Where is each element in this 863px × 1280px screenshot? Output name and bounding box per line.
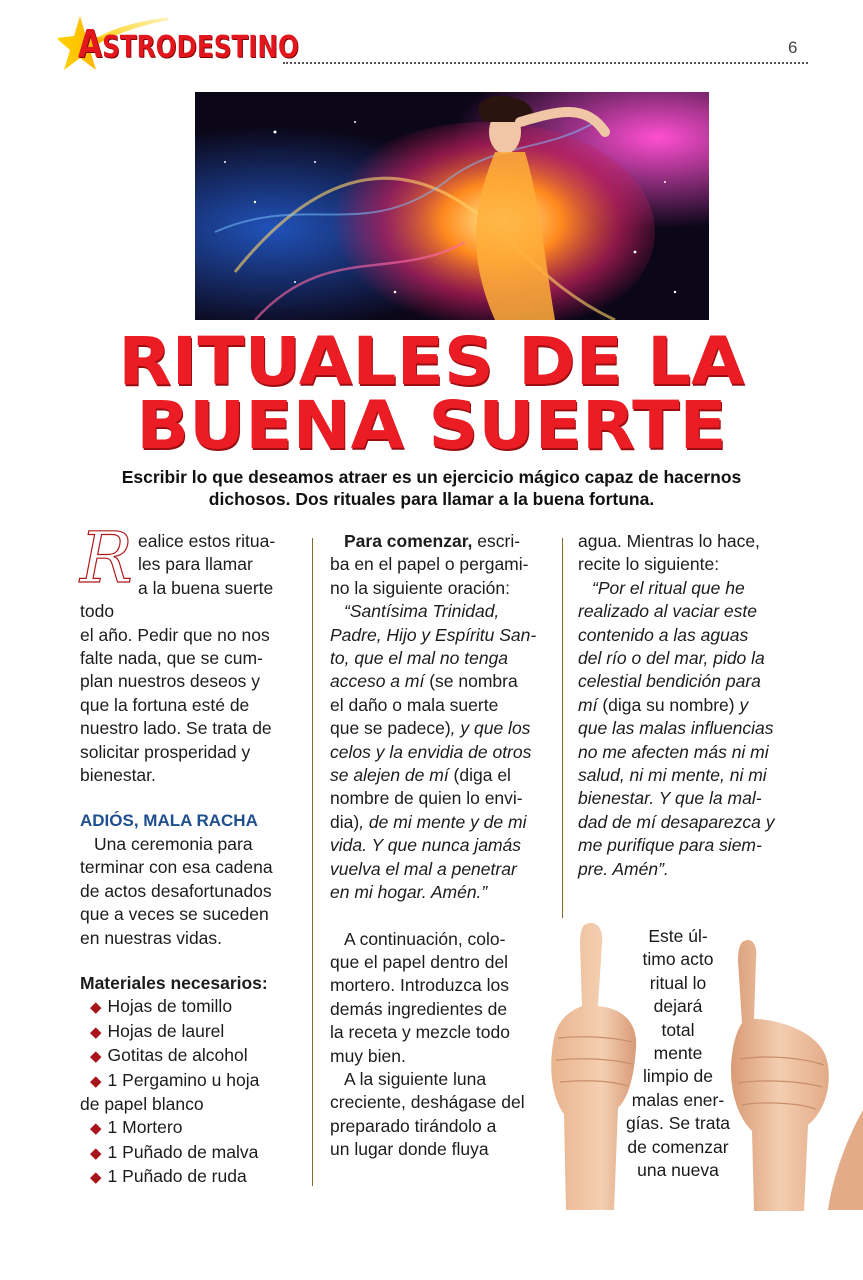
- text-line: recite lo siguiente:: [578, 554, 720, 575]
- text-line: [578, 858, 810, 881]
- text-line: [330, 600, 552, 623]
- diamond-bullet-icon: ◆: [90, 1023, 102, 1041]
- paragraph-3: [330, 1068, 552, 1162]
- text-line: [330, 624, 552, 647]
- text-span: bienestar. Y que la mal-: [578, 788, 762, 809]
- list-item-label: 1 Puñado de ruda: [107, 1166, 247, 1187]
- text-line: nuestro lado. Se trata de: [80, 718, 272, 739]
- list-item-label: Hojas de tomillo: [107, 996, 233, 1017]
- text-line: limpio de: [642, 1066, 714, 1087]
- text-line: gías. Se trata: [625, 1113, 731, 1134]
- text-line: A la siguiente luna: [344, 1068, 487, 1089]
- thumbs-up-hand-image: [828, 1110, 863, 1210]
- column-divider: [312, 538, 313, 1186]
- text-span: en mi hogar. Amén.”: [330, 882, 488, 903]
- text-span: (diga el: [448, 765, 511, 786]
- text-span: celos y la envidia de otros: [330, 741, 532, 762]
- text-line: [330, 787, 552, 810]
- text-line: bienestar.: [80, 765, 156, 786]
- text-line: [578, 624, 810, 647]
- text-span: vida. Y que nunca jamás: [330, 835, 522, 856]
- column-1: [80, 517, 290, 1190]
- text-line: que el papel dentro del: [330, 951, 509, 972]
- text-span: que las malas influencias: [578, 718, 774, 739]
- lead-in-bold: Para comenzar,: [344, 531, 473, 551]
- list-item: [80, 1116, 290, 1140]
- text-line: ritual lo: [649, 972, 707, 993]
- hero-image: [195, 92, 709, 320]
- text-span: pre. Amén”.: [578, 858, 669, 879]
- column-divider: [562, 538, 563, 918]
- text-line: ealice estos ritua-: [138, 531, 276, 551]
- text-span: contenido a las aguas: [578, 624, 749, 645]
- text-span: “Santísima Trinidad,: [344, 601, 500, 622]
- text-line: dejará: [653, 996, 703, 1017]
- text-span: “Por el ritual que he: [592, 577, 745, 598]
- text-line: terminar con esa cadena: [80, 857, 273, 878]
- list-item: [80, 995, 290, 1019]
- section-paragraph: [80, 833, 290, 950]
- text-span: que se padece): [330, 718, 451, 739]
- diamond-bullet-icon: ◆: [90, 1169, 102, 1187]
- page-number: 6: [788, 38, 798, 57]
- text-line: [578, 577, 810, 600]
- text-span: , y que los: [450, 718, 531, 739]
- wrap-text-paragraph: [606, 925, 750, 1182]
- column-2: [330, 530, 552, 1162]
- text-line: ba en el papel o pergami-: [330, 554, 529, 575]
- text-line: mortero. Introduzca los: [330, 975, 509, 996]
- text-line: agua. Mientras lo hace,: [578, 531, 760, 551]
- text-line: [330, 858, 552, 881]
- text-line: [578, 600, 810, 623]
- subtitle-line-1: Escribir lo que deseamos atraer es un ejercicio mágico capaz de hacernos: [121, 467, 742, 487]
- header-dotted-rule: [283, 62, 808, 64]
- magazine-logo[interactable]: [78, 22, 299, 66]
- text-line: [330, 881, 552, 904]
- subtitle-line-2: dichosos. Dos rituales para llamar a la buena fortuna.: [208, 489, 655, 509]
- text-span: , de mi mente y de mi: [359, 811, 527, 832]
- text-span: (se nombra: [424, 671, 518, 692]
- text-span: salud, ni mi mente, ni mi: [578, 765, 767, 786]
- text-line: [578, 764, 810, 787]
- prayer-text: [578, 577, 810, 881]
- text-span: celestial bendición para: [578, 671, 761, 692]
- text-line: de actos desafortunados: [80, 880, 272, 901]
- text-span: (diga su nombre): [597, 694, 735, 715]
- diamond-bullet-icon: ◆: [90, 1144, 102, 1162]
- text-span: acceso a mí: [330, 671, 425, 692]
- text-line: [578, 717, 810, 740]
- text-line: de comenzar: [627, 1136, 729, 1157]
- list-item: [80, 1141, 290, 1165]
- text-line: [330, 647, 552, 670]
- list-item-label: Hojas de laurel: [107, 1020, 225, 1041]
- text-span: dad de mí desaparezca y: [578, 811, 775, 832]
- text-line: mente: [653, 1043, 703, 1064]
- text-line: creciente, deshágase del: [330, 1092, 525, 1113]
- text-line: [578, 811, 810, 834]
- materials-list: [80, 995, 290, 1189]
- column-3: [578, 530, 810, 881]
- text-line: no la siguiente oración:: [330, 577, 510, 598]
- title-line-1: RITUALES DE LA: [118, 323, 745, 400]
- text-span: Padre, Hijo y Espíritu San-: [330, 624, 537, 645]
- text-span: no me afecten más ni mi: [578, 741, 769, 762]
- text-line: plan nuestros deseos y: [80, 671, 260, 692]
- text-span: y: [734, 694, 749, 715]
- text-line: muy bien.: [330, 1045, 406, 1066]
- text-line: [330, 694, 552, 717]
- text-span: me purifique para siem-: [578, 835, 762, 856]
- text-line: falte nada, que se cum-: [80, 648, 263, 669]
- text-span: dia): [330, 811, 360, 832]
- materials-heading: Materiales necesarios:: [80, 972, 268, 993]
- text-line: Este úl-: [648, 926, 708, 946]
- text-line: [330, 530, 552, 553]
- diamond-bullet-icon: ◆: [90, 1072, 102, 1090]
- list-item-label: Gotitas de alcohol: [107, 1045, 248, 1066]
- text-span: mí: [578, 694, 598, 715]
- list-item: [80, 1044, 290, 1068]
- text-line: les para llamar: [138, 554, 253, 575]
- text-line: solicitar prosperidad y: [80, 741, 251, 762]
- section-heading: ADIÓS, MALA RACHA: [80, 811, 258, 831]
- text-span: to, que el mal no tenga: [330, 648, 509, 669]
- diamond-bullet-icon: ◆: [90, 1120, 102, 1138]
- text-span: nombre de quien lo envi-: [330, 788, 523, 809]
- text-line: que la fortuna esté de: [80, 694, 250, 715]
- list-item-label: 1 Mortero: [107, 1117, 183, 1138]
- text-line: a la buena suerte todo: [80, 577, 274, 622]
- text-span: del río o del mar, pido la: [578, 648, 765, 669]
- text-line: [578, 834, 810, 857]
- logo-initial: A: [78, 22, 103, 66]
- text-line: timo acto: [642, 949, 714, 970]
- text-line: [330, 741, 552, 764]
- prayer-text: [330, 600, 552, 904]
- list-item-label: 1 Pergamino u hoja: [107, 1069, 260, 1090]
- text-line: Una ceremonia para: [94, 833, 253, 854]
- paragraph-2: [330, 928, 552, 1068]
- text-line: [578, 694, 810, 717]
- title-line-2: BUENA SUERTE: [136, 387, 727, 464]
- text-line: [578, 787, 810, 810]
- text-span: vuelva el mal a penetrar: [330, 858, 517, 879]
- text-line: [330, 717, 552, 740]
- list-item-label: 1 Puñado de malva: [107, 1141, 259, 1162]
- text-line: total: [661, 1019, 695, 1040]
- diamond-bullet-icon: ◆: [90, 1048, 102, 1066]
- text-line: un lugar donde fluya: [330, 1139, 489, 1160]
- text-span: se alejen de mí: [330, 765, 449, 786]
- text-line: [330, 834, 552, 857]
- text-line: [330, 670, 552, 693]
- text-line: que a veces se suceden: [80, 904, 269, 925]
- article-subtitle: [40, 466, 823, 510]
- text-line: [578, 647, 810, 670]
- article-title: [0, 323, 863, 464]
- text-line: una nueva: [637, 1160, 719, 1181]
- text-line: [578, 670, 810, 693]
- list-item-continuation: de papel blanco: [80, 1093, 204, 1114]
- lead-in-rest: escri-: [472, 531, 521, 551]
- text-line: malas ener-: [631, 1089, 725, 1110]
- diamond-bullet-icon: ◆: [90, 999, 102, 1017]
- text-line: [330, 811, 552, 834]
- text-line: preparado tirándolo a: [330, 1115, 497, 1136]
- text-span: el daño o mala suerte: [330, 694, 499, 715]
- list-item: [80, 1020, 290, 1044]
- text-line: la receta y mezcle todo: [330, 1022, 510, 1043]
- text-line: [578, 741, 810, 764]
- drop-cap: R: [80, 517, 133, 599]
- text-line: el año. Pedir que no nos: [80, 624, 270, 645]
- text-line: [330, 764, 552, 787]
- text-line: A continuación, colo-: [344, 928, 506, 949]
- list-item: [80, 1165, 290, 1189]
- text-span: realizado al vaciar este: [578, 601, 757, 622]
- text-line: en nuestras vidas.: [80, 927, 223, 948]
- text-line: demás ingredientes de: [330, 998, 508, 1019]
- list-item: [80, 1069, 290, 1093]
- logo-rest: STRODESTINO: [102, 30, 299, 65]
